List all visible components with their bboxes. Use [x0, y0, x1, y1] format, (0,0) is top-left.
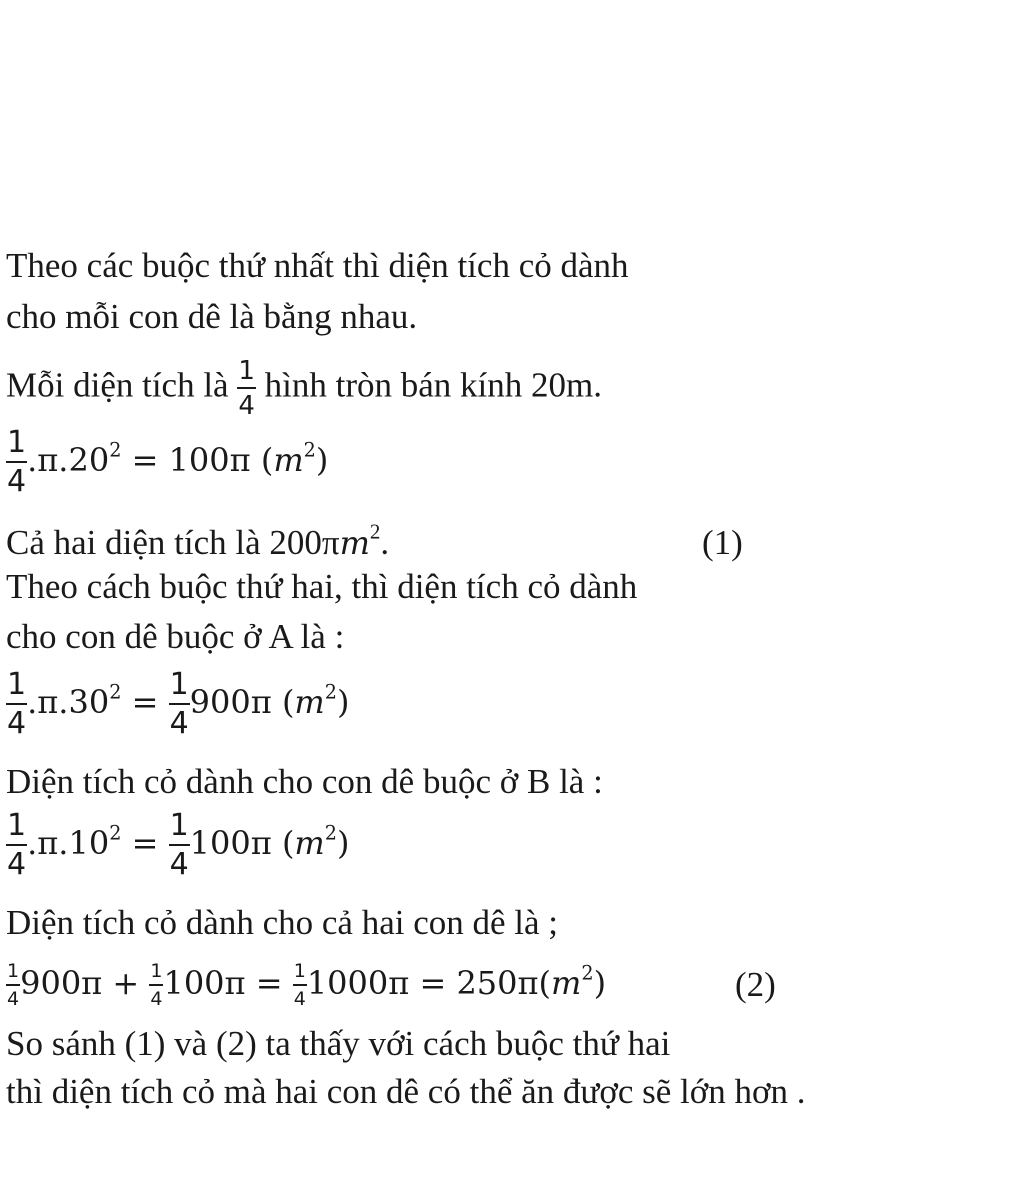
text-segment: Mỗi diện tích là	[6, 365, 229, 405]
pi-symbol: π	[321, 523, 340, 562]
fraction-one-quarter	[237, 358, 256, 419]
text-line-5	[6, 519, 390, 563]
text-segment: hình tròn bán kính 20m.	[264, 365, 602, 405]
eq-term: .π.10	[27, 824, 110, 862]
eq-term: 1000π = 250π(	[306, 964, 552, 1002]
fraction-denominator: 4	[238, 391, 255, 421]
fraction-one-quarter	[6, 667, 27, 741]
fraction-numerator: 1	[6, 962, 20, 986]
fraction-denominator: 4	[169, 706, 189, 741]
eq-term: )	[336, 683, 350, 721]
fraction-one-quarter	[293, 962, 307, 1009]
eq-term: )	[336, 824, 350, 862]
text-line-6: Theo cách buộc thứ hai, thì diện tích cỏ dành	[6, 567, 638, 606]
fraction-one-quarter	[6, 962, 20, 1009]
equation-total-area	[6, 962, 606, 1009]
fraction-numerator: 1	[6, 670, 27, 705]
eq-term: =	[121, 824, 169, 862]
equation-tag-2: (2)	[735, 965, 776, 1004]
unit-m: m	[273, 441, 304, 479]
fraction-numerator: 1	[293, 962, 307, 986]
eq-term: )	[593, 964, 607, 1002]
exponent: 2	[109, 438, 122, 462]
fraction-numerator: 1	[169, 811, 190, 846]
eq-term: .π.30	[27, 683, 110, 721]
equation-area-quarter-20	[6, 425, 329, 499]
fraction-denominator: 4	[293, 988, 306, 1010]
eq-term: 100π =	[163, 964, 293, 1002]
text-line-14: thì diện tích cỏ mà hai con dê có thể ăn được sẽ lớn hơn .	[6, 1072, 806, 1111]
fraction-one-quarter	[6, 808, 27, 882]
exponent: 2	[324, 680, 337, 704]
text-line-9: Diện tích cỏ dành cho con dê buộc ở B là :	[6, 762, 603, 801]
eq-term: 900π (	[189, 683, 295, 721]
fraction-one-quarter	[169, 667, 190, 741]
fraction-numerator: 1	[6, 811, 27, 846]
fraction-one-quarter	[169, 808, 190, 882]
exponent: 2	[581, 961, 594, 985]
equation-area-point-b	[6, 808, 350, 882]
fraction-one-quarter	[149, 962, 163, 1009]
text-line-1: Theo các buộc thứ nhất thì diện tích cỏ dành	[6, 246, 629, 285]
eq-term: .π.20	[27, 441, 110, 479]
text-line-2: cho mỗi con dê là bằng nhau.	[6, 297, 418, 336]
fraction-numerator: 1	[237, 358, 256, 389]
eq-term: 100π (	[189, 824, 295, 862]
exponent: 2	[303, 438, 316, 462]
fraction-numerator: 1	[149, 962, 163, 986]
fraction-denominator: 4	[7, 988, 20, 1010]
fraction-numerator: 1	[6, 428, 27, 463]
fraction-denominator: 4	[169, 847, 189, 882]
eq-term: 900π +	[20, 964, 150, 1002]
text-line-3	[6, 358, 602, 419]
eq-term: =	[121, 683, 169, 721]
fraction-denominator: 4	[7, 464, 27, 499]
equation-tag-1: (1)	[702, 523, 743, 562]
unit-m: m	[294, 683, 325, 721]
fraction-one-quarter	[6, 425, 27, 499]
exponent: 2	[369, 519, 381, 544]
fraction-numerator: 1	[169, 670, 190, 705]
text-segment: .	[380, 523, 390, 562]
exponent: 2	[109, 821, 122, 845]
unit-m: m	[551, 964, 582, 1002]
exponent: 2	[109, 680, 122, 704]
equation-area-point-a	[6, 667, 350, 741]
text-line-13: So sánh (1) và (2) ta thấy với cách buộc thứ hai	[6, 1024, 671, 1063]
fraction-denominator: 4	[150, 988, 163, 1010]
fraction-denominator: 4	[7, 706, 27, 741]
fraction-denominator: 4	[7, 847, 27, 882]
unit-m: m	[339, 524, 370, 562]
exponent: 2	[324, 821, 337, 845]
text-line-11: Diện tích cỏ dành cho cả hai con dê là ;	[6, 903, 559, 942]
text-line-7: cho con dê buộc ở A là :	[6, 617, 345, 656]
text-segment: Cả hai diện tích là 200	[6, 523, 322, 562]
eq-term: )	[315, 441, 329, 479]
eq-term: = 100π (	[121, 441, 274, 479]
unit-m: m	[294, 824, 325, 862]
